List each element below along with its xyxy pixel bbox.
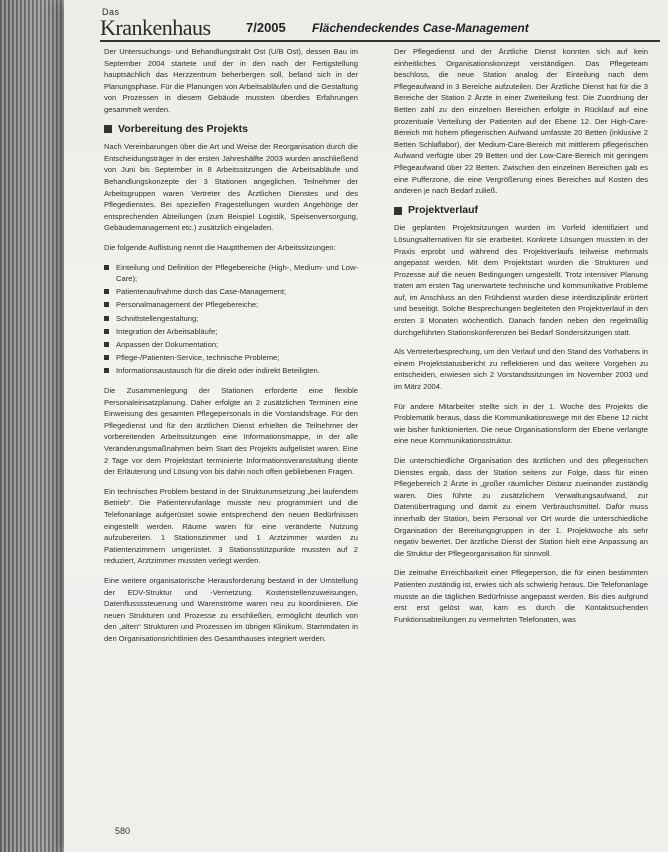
magazine-logo xyxy=(100,8,211,39)
paragraph: Eine weitere organisatorische Herausforderung bestand in der Umstellung der EDV-Struktur und -Vernetzung. Kostenstellenzuweisungen, Datenflussssteuerung und Warenströme waren neu zu koordinieren. Die neuen Strukturen und Prozesse zu erschließen, ermöglicht deutlich von den „alten“ Strukturen und Prozessen im übrigen Klinikum. Stammdaten in den Organisationsrichtlinien des Gesamthauses integriert werden. xyxy=(104,575,358,643)
list-item: Einteilung und Definition der Pflegebereiche (High-, Medium- und Low-Care); xyxy=(104,262,358,285)
paragraph: Nach Vereinbarungen über die Art und Weise der Reorganisation durch die Entscheidungsträger in der ersten Jahreshälfte 2003 wurden anschließend von Juni bis September in 8 Arbeitssitzungen die Arbeitsabläufe und Behandlungskonzepte der 3 Stationen angeglichen. Teilnehmer der Arbeitsgruppen waren Vertreter des Ärztlichen Dienstes und des Pflegedienstes. Bei speziellen Fragestellungen wurden Angehörige der entsprechenden Abteilungen (zum Beispiel Logistik, Speisenversorgung, Gebäudemanagement etc.) zusätzlich eingeladen. xyxy=(104,142,358,233)
paragraph: Die folgende Auflistung nennt die Hauptthemen der Arbeitssitzungen: xyxy=(104,242,336,252)
running-title: Flächendeckendes Case-Management xyxy=(312,21,529,35)
logo-title: Krankenhaus xyxy=(100,15,211,40)
list-item: Personalmanagement der Pflegebereiche; xyxy=(104,299,358,311)
topics-list xyxy=(104,262,358,378)
section-heading-text: Vorbereitung des Projekts xyxy=(118,122,248,135)
paragraph: Als Vertreterbesprechung, um den Verlauf und den Stand des Vorhabens in einem Projektstatusbericht zu reflektieren und das weitere Vorgehen zu entscheiden, erwiesen sich 2 Vorstandssitzungen im November 2003 und im März 2004. xyxy=(394,347,648,392)
section-heading xyxy=(104,124,358,136)
list-item: Anpassen der Dokumentation; xyxy=(104,339,358,351)
list-item: Pflege-/Patienten-Service, technische Probleme; xyxy=(104,352,358,364)
list-item: Informationsaustausch für die direkt oder indirekt Beteiligten. xyxy=(104,365,358,377)
right-column xyxy=(394,46,648,633)
paragraph: Ein technisches Problem bestand in der Strukturumsetzung „bei laufendem Betrieb“. Die Patientenrufanlage musste neu programmiert und die Telefonanlage aufgerüstet sowie entsprechend den neuen Bedürfnissen eingestellt werden. Räume waren für eine veränderte Nutzung aufzubereiten. 1 Stationszimmer und 1 Arztzimmer wurden zu Patientenzimmern umgerüstet. 3 Stationsstützpunkte mussten auf 2 reduziert, Arztzimmer mussten verlegt werden. xyxy=(104,486,358,566)
paragraph: Die unterschiedliche Organisation des ärztlichen und des pflegerischen Dienstes ergab, dass der Station seitens zur Folge, dass für einen Pflegebereich 2 Ärzte in „großer räumlicher Distanz zueinander zuständig waren. Dies führte zu zusätzlichem Verwaltungsaufwand, zur Datenübertragung und damit zu einem Verbrauchsmittel. Dafür muss innerhalb der Station, beim Personal vor Ort wurde die unterschiedliche Organisation der Bereitungsgruppen in der 1. Projektwoche als sehr negativ bewertet. Der ärztliche Dienst der Station hielt eine Anpassung an die Struktur der Pflegeorganisation für sinnvoll. xyxy=(394,456,648,558)
list-item: Schnittstellengestaltung; xyxy=(104,313,358,325)
page-number: 580 xyxy=(115,826,131,836)
paragraph: Der Untersuchungs- und Behandlungstrakt Ost (U/B Ost), dessen Bau im September 2004 startete und der in den nach der Fertigstellung hauptsächlich das Herzzentrum beherbergen soll, befand sich in der Planungsphase. Für die Planungen von Arbeitsabläufen und die Gestaltung von Prozessen in diesem Gebäude mussten überdies Erfahrungen gesammelt werden. xyxy=(104,47,358,114)
section-heading xyxy=(394,205,648,217)
logo-prefix: Das xyxy=(102,7,120,17)
list-item: Integration der Arbeitsabläufe; xyxy=(104,326,358,338)
paragraph: Die geplanten Projektsitzungen wurden im Vorfeld identifiziert und Lösungsalternativen für sie erarbeitet. Konkrete Lösungen mussten in der Praxis erprobt und während des Projektverlaufs teilweise mehrmals angepasst werden. Mit dem Projektstart wurden die Strukturen und Prozesse auf die neuen Bedingungen umgestellt. Trotz intensiver Planung traten am ersten Tag unerwartete technische und kommunikative Probleme auf, im Anschluss an den Frühdienst wurden diese interdisziplinär erörtert und beseitigt. Solche Besprechungen begleiteten den Projektverlauf in den ersten 3 Monaten wöchentlich. Danach fanden neben den regelmäßig durchgeführten Stationskonferenzen bei Bedarf Sondersitzungen statt. xyxy=(394,223,648,337)
paragraph: Die zeitnahe Erreichbarkeit einer Pflegeperson, die für einen bestimmten Patienten zuständig ist, erwies sich als schwierig heraus. Die Telefonanlage musste an die täglichen Bedürfnisse angepasst werden. Bis dies aufgrund erst erst gelöst war, kam es durch die Kontaktsuchenden Funktionsabteilungen zu vermehrten Telefonaten, was xyxy=(394,568,648,624)
issue-number: 7/2005 xyxy=(246,20,286,35)
book-spine-edge xyxy=(0,0,70,852)
left-column xyxy=(104,46,358,652)
paragraph: Die Zusammenlegung der Stationen erforderte eine flexible Personaleinsatzplanung. Daher erfolgte an 2 zusätzlichen Terminen eine Einweisung des gesamten Pflegepersonals in die Vorstandsfrage. Für den Pflegedienst und für den ärztlichen Dienst erhielten die Teilnehmer der vorbereitenden Arbeitssitzungen eine Informationsmappe, in der alle Veränderungsmaßnahmen beim Start des Projekts aufgelistet waren. Eine 2 Tage vor dem Projektstart terminierte Informationsveranstaltung diente der Erläuterung und Lösung von bis dahin noch offen gebliebenen Fragen. xyxy=(104,386,358,477)
list-item: Patientenaufnahme durch das Case-Management; xyxy=(104,286,358,298)
heading-square-icon xyxy=(394,207,402,215)
page-header xyxy=(100,8,660,42)
heading-square-icon xyxy=(104,125,112,133)
paragraph: Für andere Mitarbeiter stellte sich in der 1. Woche des Projekts die Problematik heraus, dass die Kommunikationswege mit der Ebene 12 nicht wie bisher funktionierten. Die neue Organisationsform der Ebene verlangte eine neue Kommunikationsstruktur. xyxy=(394,401,648,446)
paragraph: Der Pflegedienst und der Ärztliche Dienst konnten sich auf kein einheitliches Organisationskonzept verständigen. Das Pflegeteam beschloss, die neue Station analog der Einteilung nach dem Pflegeaufwand in 3 Bereiche aufzuteilen. Der Ärztliche Dienst hat für die 3 Bereiche der Station 2 Ärzte in einer Zweiteilung fest. Die Zuordnung der Betten zahl zu den einzelnen Bereichen erfolgte in Rücklauf auf eine prozentuale Verteilung der Patienten auf der Ebene 12. Der High-Care-Bereich mit hohem pflegerischen Aufwand umfasste 20 Betten (inklusive 2 Betten Schlaflabor), der Medium-Care-Bereich mit mittlerem pflegerischen Aufwand verfügte über 29 Betten und der Low-Care-Bereich mit geringem Pflegeaufwand über 22 Betten. Zwischen den einzelnen Bereichen gab es eine Pufferzone, die eine Vergrößerung eines Bereiches auf Kosten des anderen je nach Bedarf zuließ. xyxy=(394,47,648,196)
section-heading-text: Projektverlauf xyxy=(408,203,479,216)
